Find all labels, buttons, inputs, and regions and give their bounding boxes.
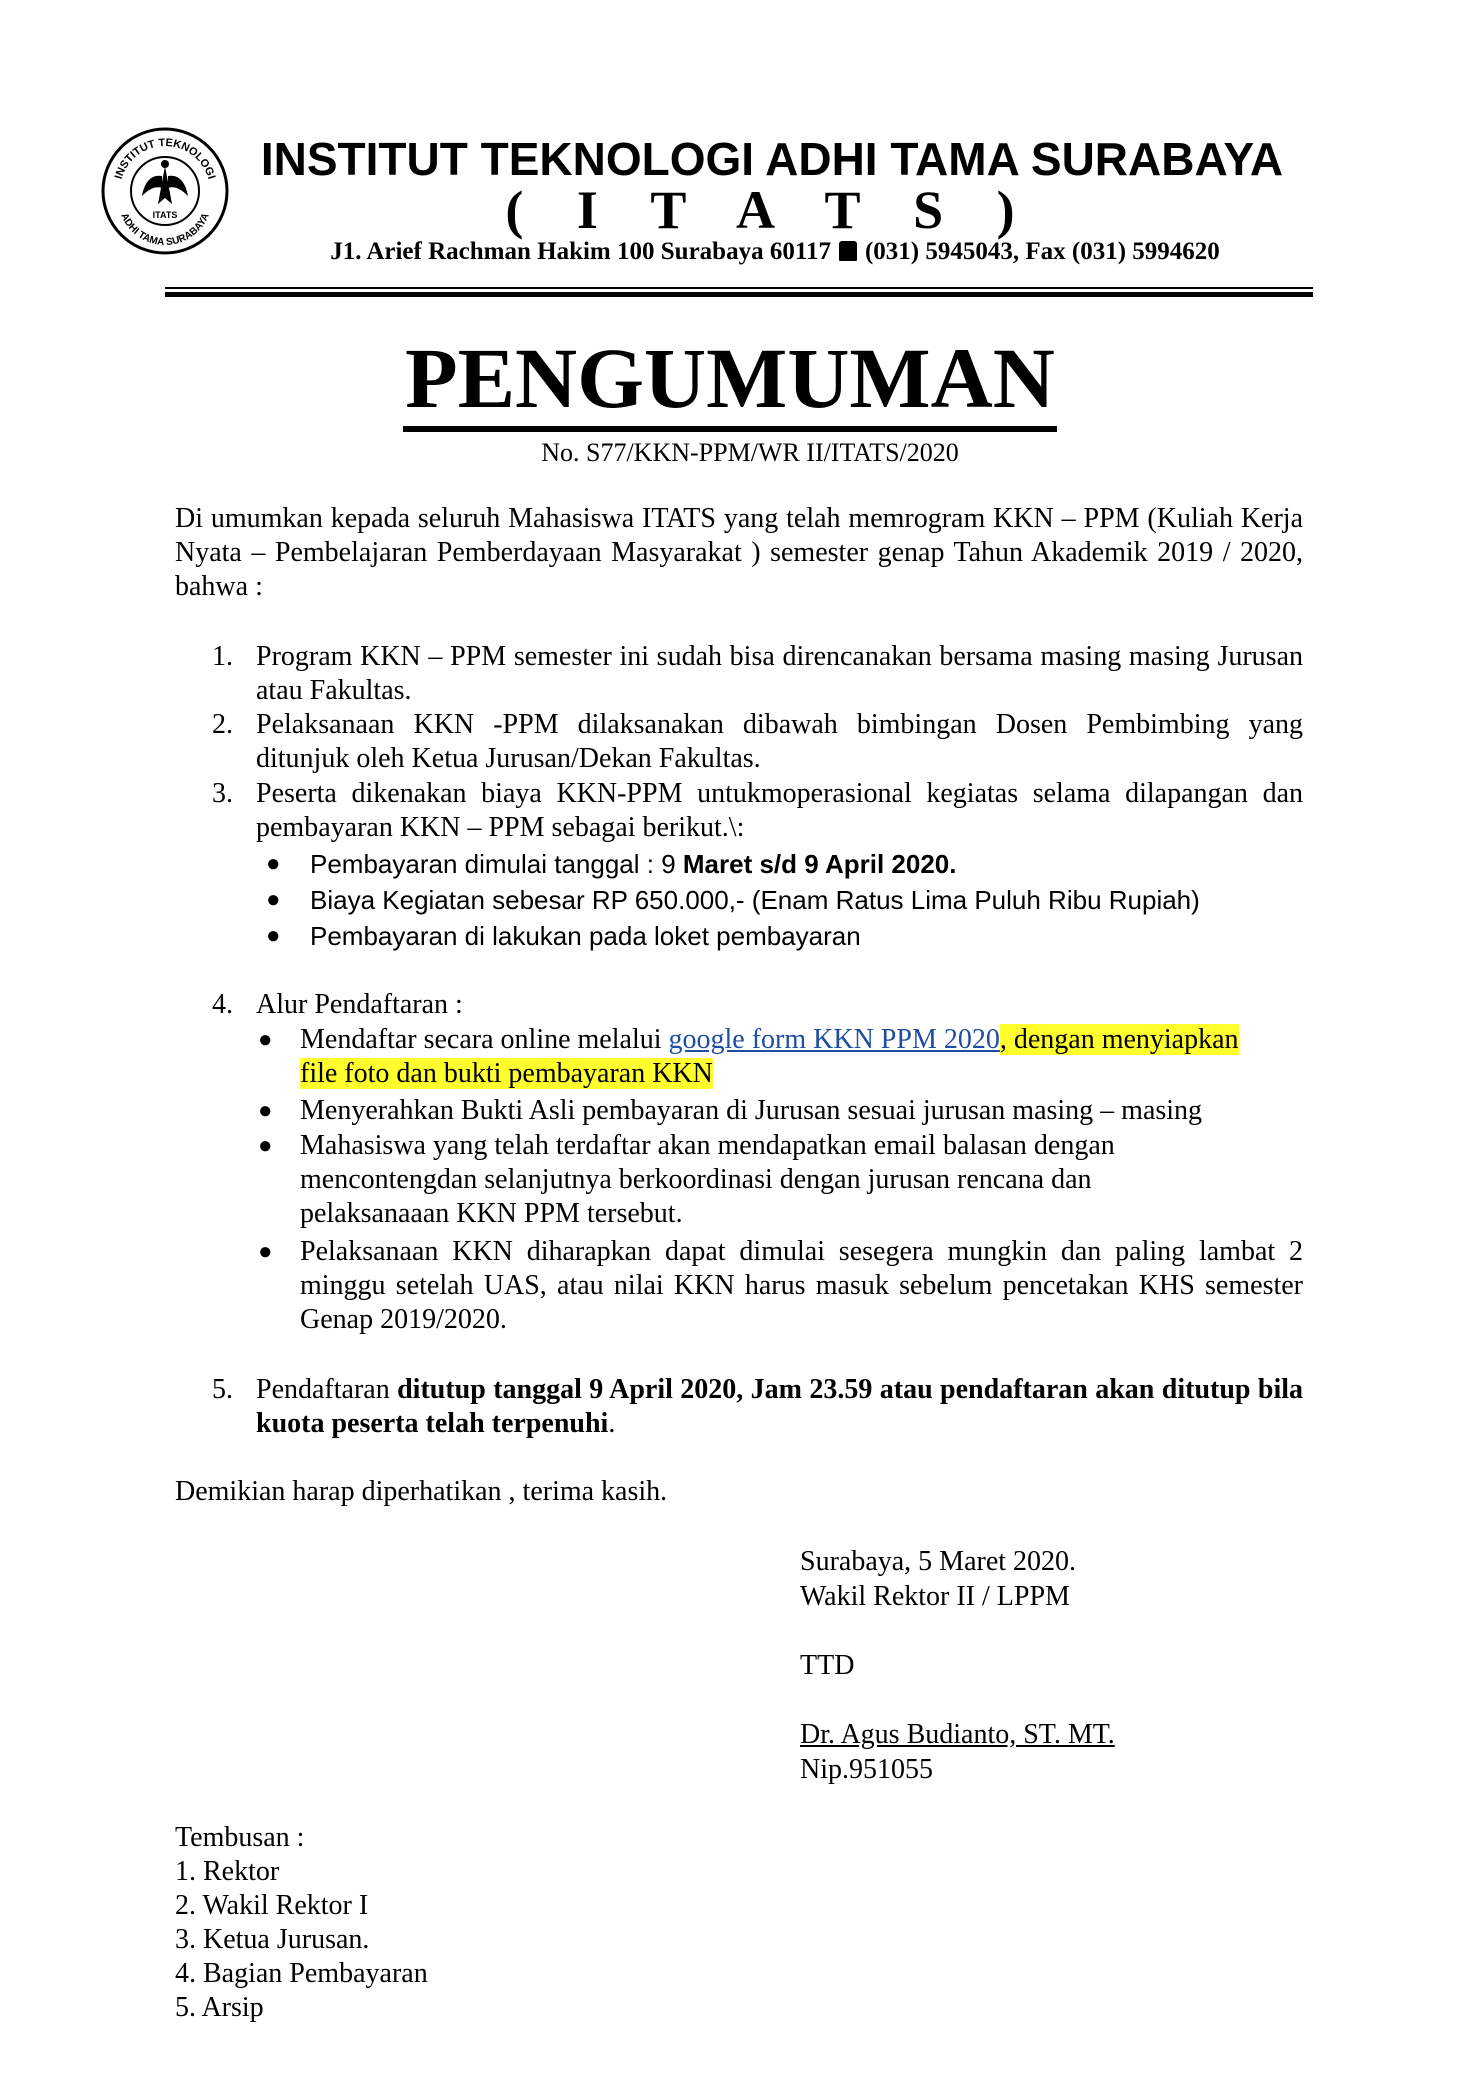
address-street: J1. Arief Rachman Hakim 100 Surabaya 60117: [330, 238, 831, 265]
address-phone-fax: (031) 5945043, Fax (031) 5994620: [864, 238, 1220, 265]
cc-item: 2. Wakil Rektor I: [175, 1890, 369, 1921]
item-number-2: 2.: [212, 709, 233, 740]
item-3-bullet-3: Pembayaran di lakukan pada loket pembayaran: [310, 921, 861, 951]
svg-text:ITATS: ITATS: [152, 210, 178, 220]
bullet-icon: ●: [258, 1027, 273, 1053]
item-1: Program KKN – PPM semester ini sudah bisa direncanakan bersama masing masing Jurusan atau Fakultas.: [256, 641, 1303, 706]
item-3-bullet-2: Biaya Kegiatan sebesar RP 650.000,- (Enam Ratus Lima Puluh Ribu Rupiah): [310, 885, 1200, 915]
item-3-bullet-1: Pembayaran dimulai tanggal : 9 Maret s/d 9 April 2020.: [310, 849, 957, 879]
header-rule-thick: [165, 292, 1313, 297]
signatory-name: Dr. Agus Budianto, ST. MT.: [800, 1719, 1115, 1750]
item-4-bullet-3: Mahasiswa yang telah terdaftar akan mendapatkan email balasan dengan mencontengdan selanjutnya berkoordinasi dengan jurusan rencana dan pelaksanaaan KKN PPM tersebut.: [300, 1130, 1115, 1229]
item-number-4: 4.: [212, 989, 233, 1020]
bullet-icon: ●: [258, 1098, 273, 1124]
google-form-link[interactable]: google form KKN PPM 2020: [668, 1024, 1000, 1055]
document-number: No. S77/KKN-PPM/WR II/ITATS/2020: [541, 438, 959, 467]
item-number-1: 1.: [212, 641, 233, 672]
bullet-icon: ●: [258, 1133, 273, 1159]
signature-ttd: TTD: [800, 1650, 855, 1681]
cc-item: 1. Rektor: [175, 1856, 280, 1887]
institution-logo: [100, 126, 230, 256]
institution-abbreviation: ( I T A T S ): [505, 180, 1035, 240]
item-number-5: 5.: [212, 1374, 233, 1405]
item-4-bullet-2: Menyerahkan Bukti Asli pembayaran di Jurusan sesuai jurusan masing – masing: [300, 1095, 1203, 1126]
closing-text: Demikian harap diperhatikan , terima kasih.: [175, 1476, 668, 1507]
institution-name: INSTITUT TEKNOLOGI ADHI TAMA SURABAYA: [260, 133, 1284, 185]
item-4-bullet-4: Pelaksanaan KKN diharapkan dapat dimulai sesegera mungkin dan paling lambat 2 minggu setelah UAS, atau nilai KKN harus masuk sebelum pencetakan KHS semester Genap 2019/2020.: [300, 1236, 1303, 1335]
bullet-icon: ●: [266, 887, 281, 913]
bullet-icon: ●: [266, 923, 281, 949]
cc-item: 4. Bagian Pembayaran: [175, 1958, 428, 1989]
item-5: Pendaftaran ditutup tanggal 9 April 2020, Jam 23.59 atau pendaftaran akan ditutup bila kuota peserta telah terpenuhi.: [256, 1374, 1303, 1439]
bullet-icon: ●: [258, 1239, 273, 1265]
document-title: PENGUMUMAN: [380, 335, 1080, 421]
item-2: Pelaksanaan KKN -PPM dilaksanakan dibawah bimbingan Dosen Pembimbing yang ditunjuk oleh Ketua Jurusan/Dekan Fakultas.: [256, 709, 1303, 774]
signatory-nip: Nip.951055: [800, 1754, 933, 1785]
institution-address: [280, 239, 1270, 264]
bullet-icon: ●: [266, 851, 281, 877]
svg-text:ADHI TAMA SURABAYA: ADHI TAMA SURABAYA: [118, 211, 212, 249]
item-4: Alur Pendaftaran :: [256, 989, 463, 1020]
intro-paragraph: Di umumkan kepada seluruh Mahasiswa ITATS yang telah memrogram KKN – PPM (Kuliah Kerja Nyata – Pembelajaran Pemberdayaan Masyarakat ) semester genap Tahun Akademik 2019 / 2020, bahwa :: [175, 503, 1303, 602]
svg-text:INSTITUT TEKNOLOGI: INSTITUT TEKNOLOGI: [112, 136, 218, 181]
item-4-bullet-1: Mendaftar secara online melalui google form KKN PPM 2020, dengan menyiapkan file foto dan bukti pembayaran KKN: [300, 1024, 1239, 1089]
header-rule-thin: [165, 287, 1313, 289]
item-number-3: 3.: [212, 778, 233, 809]
item-3: Peserta dikenakan biaya KKN-PPM untukmoperasional kegiatas selama dilapangan dan pembayaran KKN – PPM sebagai berikut.\:: [256, 778, 1303, 843]
cc-item: 3. Ketua Jurusan.: [175, 1924, 370, 1955]
cc-item: 5. Arsip: [175, 1992, 264, 2023]
phone-icon: [839, 241, 857, 261]
cc-heading: Tembusan :: [175, 1822, 305, 1853]
signature-position: Wakil Rektor II / LPPM: [800, 1581, 1070, 1612]
signature-place-date: Surabaya, 5 Maret 2020.: [800, 1546, 1077, 1577]
